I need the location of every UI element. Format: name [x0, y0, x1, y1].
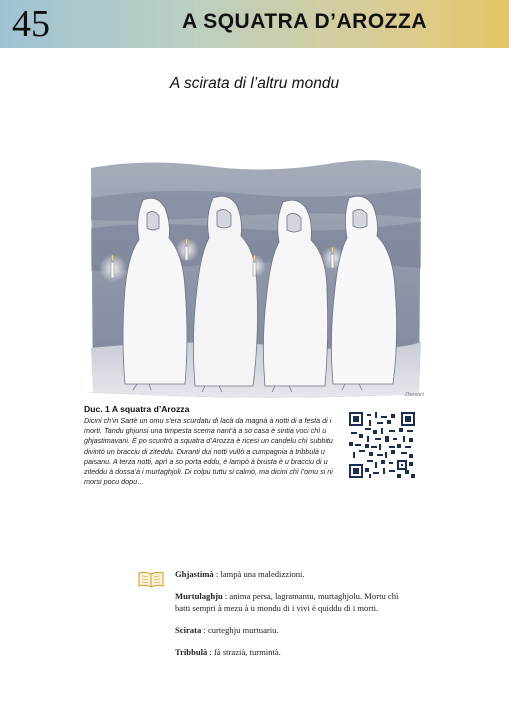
glossary-definition: : anima persa, lagramantu, murtaghjolu. Mortu chì batti sempri à mezu à u mondu di i vivi è quiddu di i morti. [175, 591, 399, 613]
page-number: 45 [12, 3, 50, 45]
document-title: Duc. 1 A squatra d’Arozza [84, 404, 190, 414]
glossary-definition: : curteghju murtuariu. [201, 625, 279, 635]
glossary-entry [175, 568, 415, 580]
glossary-term: Scirata [175, 625, 202, 635]
glossary-term: Murtulaghju [175, 591, 223, 601]
glossary-definition: : fà strazià, turmintà. [207, 647, 281, 657]
artist-signature: Dussart [405, 392, 425, 398]
chapter-header-bar [0, 0, 509, 48]
glossary-term: Ghjastimà [175, 569, 214, 579]
section-subtitle: A scirata di l’altru mondu [169, 75, 340, 92]
qr-code-icon[interactable] [349, 412, 415, 478]
glossary-entry [175, 646, 415, 658]
glossary [175, 568, 415, 668]
open-book-icon [138, 570, 164, 588]
watercolor-illustration [87, 158, 425, 402]
document-text: Dicini ch’in Sartè un omu s’era scurdatu di lacà da magnà à notti di a festa di i morti. Tandu ghjunsi una timpesta scema nant’à a so casa è sintia voci chì u ghjastimavani. È po scuntrò a squatra d’Arozza è ricesi un candelu chì subbitu divintò un bracciu di ziteddu. Duranti dui notti vultò a cumpagnia à tribbulà u paisanu. A terza notti, aprì a so porta eddu, è lampò à brusta è u bracciu di u ziteddu à dossa’à i murtaghjoli. Di colpu tuttu si calmò, ma dicini chì l’omu si ni morsi pocu dopu… [84, 416, 333, 487]
glossary-entry [175, 624, 415, 636]
glossary-term: Tribbulà [175, 647, 208, 657]
qr-code-graphic [349, 412, 415, 478]
glossary-definition: : lampà una maledizzioni. [213, 569, 305, 579]
hooded-procession-illustration [87, 158, 425, 402]
document-caption [84, 404, 344, 487]
open-book-graphic [138, 570, 164, 588]
glossary-entry [175, 590, 415, 614]
chapter-title: A SQUATRA D’AROZZA [181, 10, 428, 33]
